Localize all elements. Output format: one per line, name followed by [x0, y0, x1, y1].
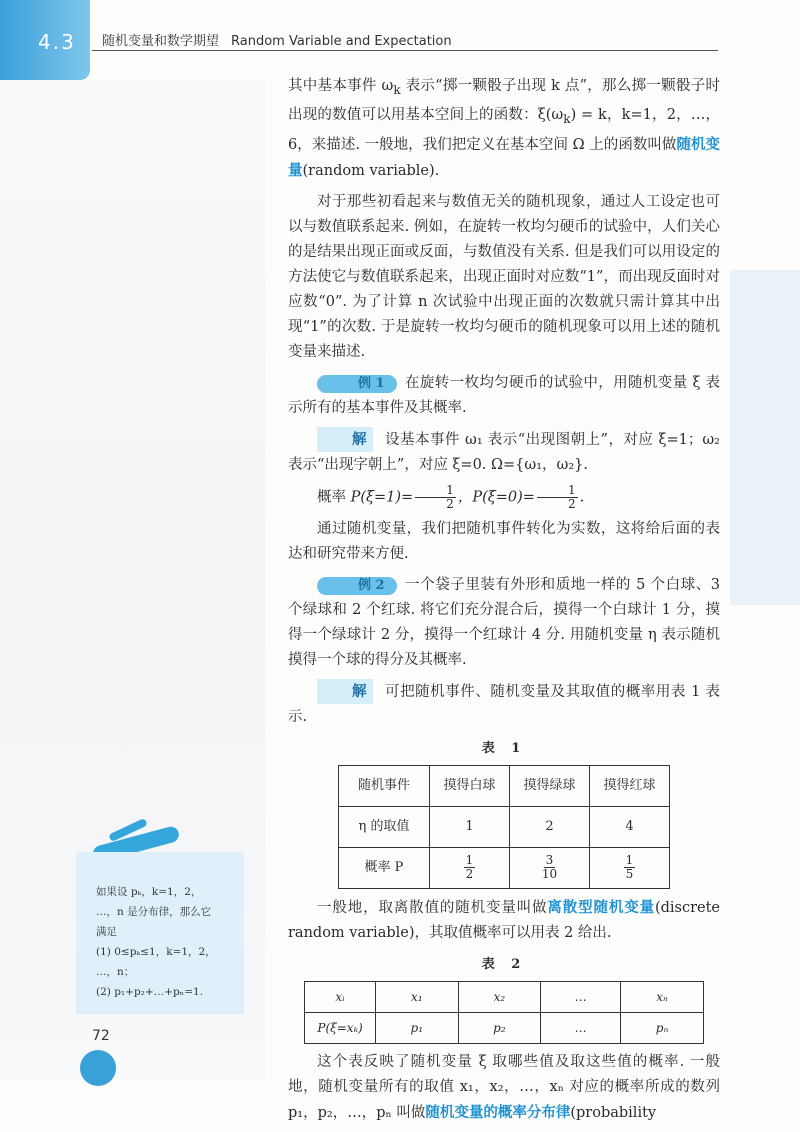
right-margin-band [730, 270, 800, 605]
header-rule [92, 50, 718, 51]
table-2-caption: 表 2 [481, 956, 527, 972]
example-2: 例 2 一个袋子里装有外形和质地一样的 5 个白球、3 个绿球和 2 个红球. 将它们充分混合后，摸得一个白球计 1 分，摸得一个绿球计 2 分，摸得一个红球计 4 分. 用随机变量 η 表示随机摸得一个球的得分及其概率. [288, 576, 720, 668]
term-discrete-random-variable: 离散型随机变量 [547, 898, 655, 916]
table-row: η 的取值 1 2 4 [339, 806, 670, 847]
section-number: 4.3 [38, 30, 76, 54]
table-1 [338, 765, 670, 889]
sidebar-note: 如果设 pₖ，k=1，2， …，n 是分布律，那么它 满足 (1) 0≤pₖ≤1，k=1，2， …，n； (2) p₁+p₂+…+pₙ=1. [76, 852, 244, 1014]
running-header [102, 30, 452, 49]
fraction: $\frac{1}{2}$ [465, 853, 474, 882]
solution-1: 解 设基本事件 ω₁ 表示“出现图朝上”，对应 ξ=1；ω₂ 表示“出现字朝上”，对应 ξ=0. Ω={ω₁，ω₂}. [288, 427, 720, 478]
fraction-half: $\frac{1}{2}$ [415, 484, 456, 511]
example-1: 例 1 在旋转一枚均匀硬币的试验中，用随机变量 ξ 表示所有的基本事件及其概率. [288, 374, 720, 416]
term-probability-distribution: 随机变量的概率分布律 [425, 1103, 571, 1121]
table-row: P(ξ=xₖ) p₁ p₂ … pₙ [305, 1012, 704, 1043]
header-title-en: Random Variable and Expectation [231, 34, 452, 49]
paragraph-2: 对于那些初看起来与数值无关的随机现象，通过人工设定也可以与数值联系起来. 例如，在旋转一枚均匀硬币的试验中，人们关心的是结果出现正面或反面，与数值没有关系. 但是我们可以用设定的方法使它与数值联系起来，出现正面时对应数“1”，而出现反面时对应数“0”. 为了计算 n 次试验中出现正面的次数就只需计算其中出现“1”的次数. 于是旋转一枚均匀硬币的随机现象可以用上述的随机变量来描述. [288, 193, 720, 360]
paragraph-4: 一般地，取离散值的随机变量叫做离散型随机变量(discrete random variable)，其取值概率可以用表 2 给出. [288, 898, 721, 941]
solution-label: 解 [317, 679, 373, 704]
solution-2: 解 可把随机事件、随机变量及其取值的概率用表 1 表示. [288, 679, 720, 730]
example-1-badge: 例 1 [317, 375, 397, 393]
fraction-half: $\frac{1}{2}$ [537, 484, 578, 511]
table-row: 随机事件 摸得白球 摸得绿球 摸得红球 [339, 765, 670, 806]
section-tab [0, 0, 90, 80]
paragraph-1: 其中基本事件 $\omega_k$ 表示“掷一颗骰子出现 k 点”，那么掷一颗骰子时出现的数值可以用基本空间上的函数：$\xi(\omega_k) = k$，k=1，2，…，6，来描述. 一般地，我们把定义在基本空间 Ω 上的函数叫做随机变量(random variable). [288, 78, 721, 179]
table-2 [304, 981, 704, 1044]
table-1-caption: 表 1 [481, 740, 527, 756]
fraction: $\frac{3}{10}$ [541, 853, 558, 882]
page-number: 72 [92, 1028, 110, 1044]
table-row: 概率 P $\frac{1}{2}$ $\frac{3}{10}$ $\frac{1}{5}$ [339, 847, 670, 888]
solution-label: 解 [317, 427, 373, 452]
example-2-badge: 例 2 [317, 577, 397, 595]
page-corner-circle [80, 1050, 116, 1086]
paragraph-3: 通过随机变量，我们把随机事件转化为实数，这将给后面的表达和研究带来方便. [288, 520, 720, 562]
table-row: xᵢ x₁ x₂ … xₙ [305, 981, 704, 1012]
term-random-variable: 随机变量 [288, 135, 721, 179]
header-title-cn: 随机变量和数学期望 [102, 34, 220, 49]
fraction: $\frac{1}{5}$ [625, 853, 634, 882]
main-text [288, 74, 720, 1132]
probability-line: 概率 P(ξ=1)= $\frac{1}{2}$ ，P(ξ=0)= $\frac{1}{2}$ . [317, 482, 585, 511]
paragraph-5: 这个表反映了随机变量 ξ 取哪些值及取这些值的概率. 一般地，随机变量所有的取值 x₁，x₂，…，xₙ 对应的概率所成的数列 p₁，p₂，…，pₙ 叫做随机变量的概率分布律(probability [288, 1053, 720, 1121]
